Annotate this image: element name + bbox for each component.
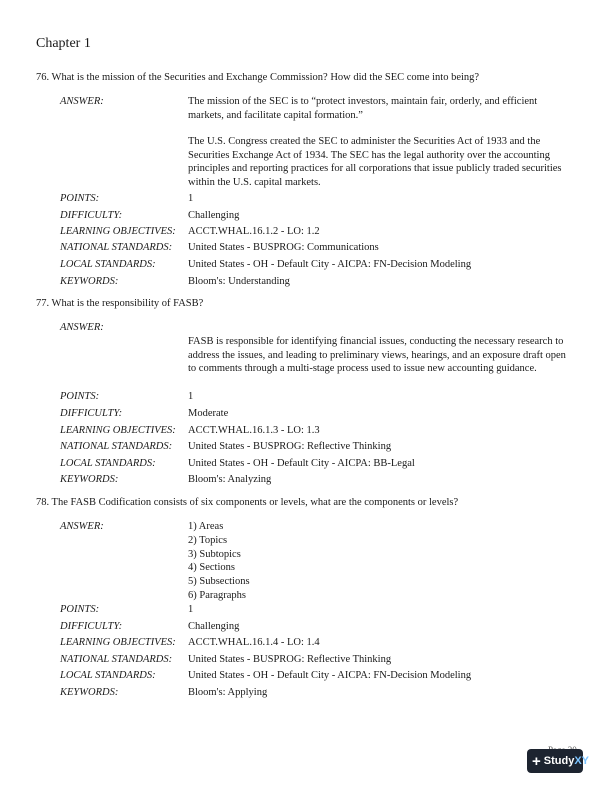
difficulty-value: Challenging bbox=[188, 210, 240, 221]
local-label: LOCAL STANDARDS: bbox=[60, 670, 156, 681]
objectives-label: LEARNING OBJECTIVES: bbox=[60, 637, 176, 648]
question-78: 78. The FASB Codification consists of six components or levels, what are the components or levels? bbox=[36, 497, 459, 508]
answer-label: ANSWER: bbox=[60, 96, 104, 107]
objectives-value: ACCT.WHAL.16.1.2 - LO: 1.2 bbox=[188, 226, 320, 237]
list-item: 1) Areas bbox=[188, 521, 224, 532]
answer-76-p1: The mission of the SEC is to “protect investors, maintain fair, orderly, and efficient markets, and facilitate capital formation.” bbox=[188, 96, 538, 121]
keywords-label: KEYWORDS: bbox=[60, 276, 119, 287]
answer-label: ANSWER: bbox=[60, 521, 104, 532]
difficulty-value: Challenging bbox=[188, 621, 240, 632]
brand-xy: XY bbox=[574, 755, 590, 767]
answer-78-list bbox=[188, 520, 250, 603]
answer-77-p1: FASB is responsible for identifying financial issues, conducting the necessary research to address the issues, and leading to preliminary views, hearings, and an exposure draft open to comments through a multi-stage process used to issue new accounting guidance. bbox=[188, 336, 566, 374]
keywords-value: Bloom's: Applying bbox=[188, 687, 268, 698]
list-item: 3) Subtopics bbox=[188, 548, 241, 560]
objectives-label: LEARNING OBJECTIVES: bbox=[60, 226, 176, 237]
list-item: 5) Subsections bbox=[188, 576, 250, 588]
objectives-value: ACCT.WHAL.16.1.4 - LO: 1.4 bbox=[188, 637, 320, 648]
points-label: POINTS: bbox=[60, 604, 100, 615]
list-item: 4) Sections bbox=[188, 562, 235, 574]
points-value: 1 bbox=[188, 193, 194, 204]
national-label: NATIONAL STANDARDS: bbox=[60, 441, 173, 452]
keywords-label: KEYWORDS: bbox=[60, 474, 119, 485]
question-76: 76. What is the mission of the Securities and Exchange Commission? How did the SEC come into being? bbox=[36, 72, 480, 83]
keywords-value: Bloom's: Analyzing bbox=[188, 474, 272, 485]
local-value: United States - OH - Default City - AICPA: FN-Decision Modeling bbox=[188, 670, 472, 681]
brand-study: Study bbox=[543, 755, 575, 767]
local-label: LOCAL STANDARDS: bbox=[60, 259, 156, 270]
national-label: NATIONAL STANDARDS: bbox=[60, 242, 173, 253]
difficulty-value: Moderate bbox=[188, 408, 229, 419]
list-item: 6) Paragraphs bbox=[188, 589, 247, 601]
difficulty-label: DIFFICULTY: bbox=[60, 621, 123, 632]
national-value: United States - BUSPROG: Reflective Thinking bbox=[188, 654, 392, 665]
studyxy-logo bbox=[527, 749, 590, 773]
national-label: NATIONAL STANDARDS: bbox=[60, 654, 173, 665]
objectives-label: LEARNING OBJECTIVES: bbox=[60, 425, 176, 436]
answer-76-p2: The U.S. Congress created the SEC to administer the Securities Act of 1933 and the Securities Exchange Act of 1934. The SEC has the legal authority over the accounting principles and reporting practices for all corporations that issue publicly traded securities within the U.S. capital markets. bbox=[188, 136, 562, 188]
points-label: POINTS: bbox=[60, 391, 100, 402]
national-value: United States - BUSPROG: Communications bbox=[188, 242, 379, 253]
local-value: United States - OH - Default City - AICPA: BB-Legal bbox=[188, 458, 415, 469]
list-item: 2) Topics bbox=[188, 534, 228, 546]
keywords-value: Bloom's: Understanding bbox=[188, 276, 290, 287]
objectives-value: ACCT.WHAL.16.1.3 - LO: 1.3 bbox=[188, 425, 320, 436]
local-value: United States - OH - Default City - AICPA: FN-Decision Modeling bbox=[188, 259, 472, 270]
difficulty-label: DIFFICULTY: bbox=[60, 408, 123, 419]
difficulty-label: DIFFICULTY: bbox=[60, 210, 123, 221]
keywords-label: KEYWORDS: bbox=[60, 687, 119, 698]
points-label: POINTS: bbox=[60, 193, 100, 204]
plus-icon: + bbox=[532, 752, 541, 770]
points-value: 1 bbox=[188, 391, 194, 402]
chapter-heading: Chapter 1 bbox=[36, 36, 91, 51]
question-77: 77. What is the responsibility of FASB? bbox=[36, 298, 204, 309]
answer-label: ANSWER: bbox=[60, 322, 104, 333]
local-label: LOCAL STANDARDS: bbox=[60, 458, 156, 469]
points-value: 1 bbox=[188, 604, 194, 615]
national-value: United States - BUSPROG: Reflective Thinking bbox=[188, 441, 392, 452]
